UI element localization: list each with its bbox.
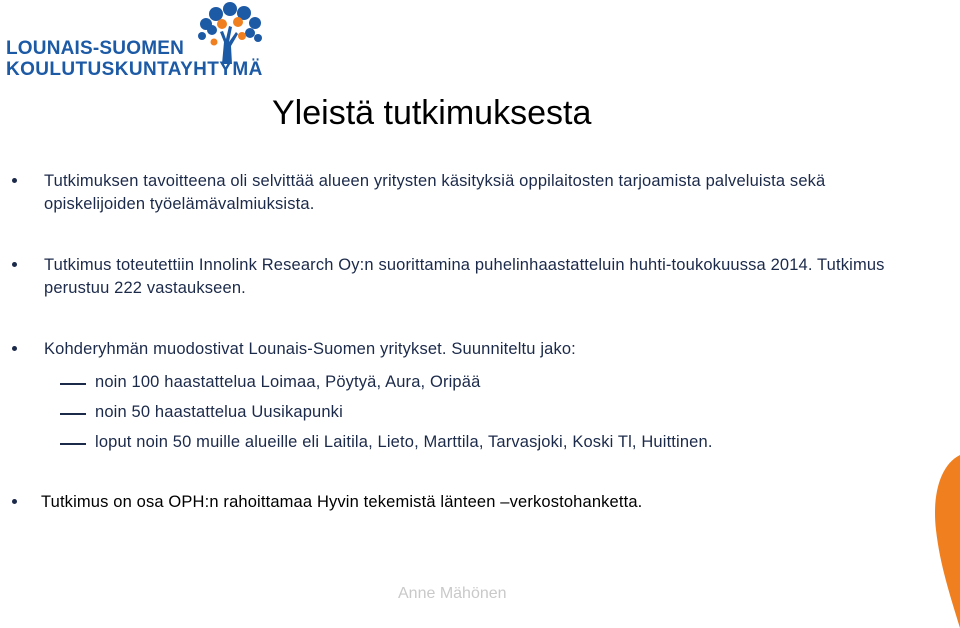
- bullet-text: Tutkimus toteutettiin Innolink Research Oy:n suorittamina puhelinhaastatteluin huhti-toukokuussa 2014. Tutkimus perustuu 222 vastaukseen.: [44, 256, 885, 297]
- logo-text-line1: LOUNAIS-SUOMEN: [6, 38, 185, 59]
- dash-icon: [60, 443, 86, 445]
- footer-author: Anne Mähönen: [398, 585, 507, 602]
- dash-icon: [60, 413, 86, 415]
- sub-list-text: noin 50 haastattelua Uusikapunki: [95, 403, 343, 421]
- slide-title: Yleistä tutkimuksesta: [272, 94, 592, 132]
- bullet-icon: [12, 262, 17, 267]
- bullet-icon: [12, 499, 17, 504]
- bullet-icon: [12, 346, 17, 351]
- decorative-orange-shape: [910, 455, 960, 628]
- tree-logo-icon: [192, 2, 264, 64]
- organization-logo: [0, 0, 270, 86]
- bullet-text: Kohderyhmän muodostivat Lounais-Suomen yritykset. Suunniteltu jako:: [44, 340, 576, 358]
- bullet-text: Tutkimus on osa OPH:n rahoittamaa Hyvin tekemistä länteen –verkostohanketta.: [41, 493, 643, 511]
- sub-list-text: noin 100 haastattelua Loimaa, Pöytyä, Aura, Oripää: [95, 373, 481, 391]
- sub-list-text: loput noin 50 muille alueille eli Laitila, Lieto, Marttila, Tarvasjoki, Koski Tl, Huittinen.: [95, 433, 713, 451]
- bullet-icon: [12, 178, 17, 183]
- dash-icon: [60, 383, 86, 385]
- logo-text-line2: KOULUTUSKUNTAYHTYMÄ: [6, 59, 263, 80]
- bullet-text: Tutkimuksen tavoitteena oli selvittää alueen yritysten käsityksiä oppilaitosten tarjoamista palveluista sekä opiskelijoiden työelämävalmiuksista.: [44, 172, 826, 213]
